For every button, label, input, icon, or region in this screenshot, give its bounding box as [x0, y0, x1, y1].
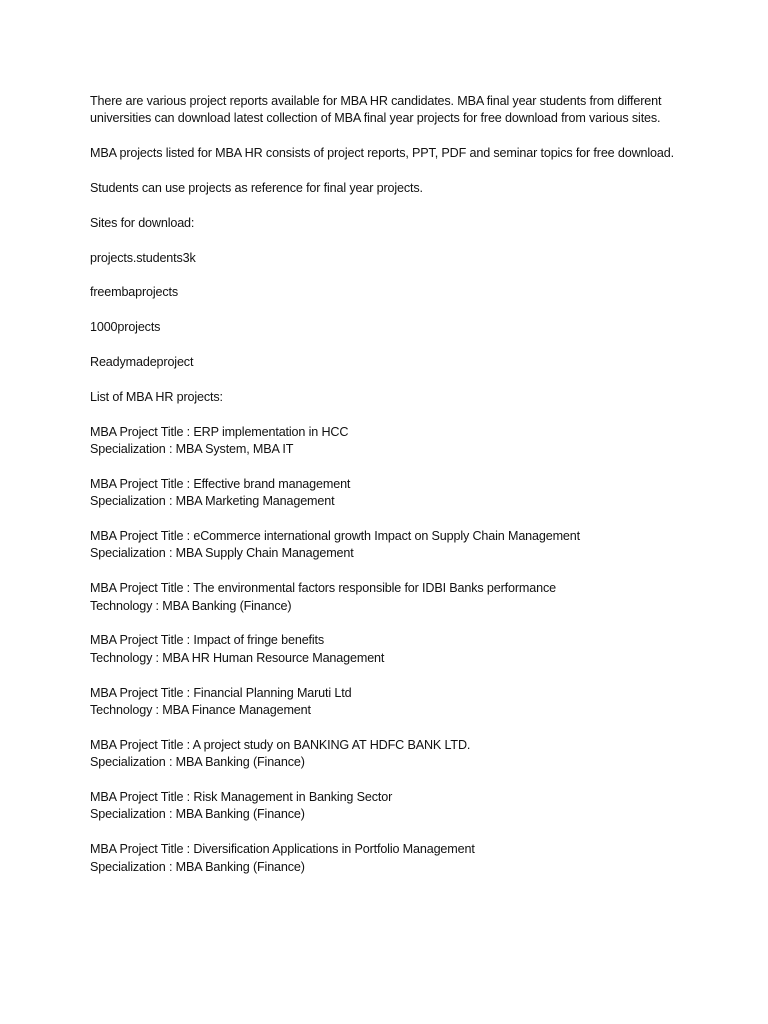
project-entry: [90, 737, 690, 772]
project-title: MBA Project Title : The environmental factors responsible for IDBI Banks performance: [90, 581, 556, 596]
project-entry: [90, 685, 690, 720]
project-detail: Technology : MBA Banking (Finance): [90, 598, 292, 613]
projects-list-heading: List of MBA HR projects:: [90, 389, 223, 404]
project-entry: [90, 580, 690, 615]
document-page: [90, 93, 690, 893]
site-item: projects.students3k: [90, 250, 196, 265]
project-entry: [90, 476, 690, 511]
project-entry: [90, 632, 690, 667]
site-item: freembaprojects: [90, 285, 179, 300]
intro-paragraph-3: Students can use projects as reference for final year projects.: [90, 181, 423, 195]
project-entry: [90, 528, 690, 563]
project-entry: [90, 424, 690, 459]
project-detail: Technology : MBA HR Human Resource Management: [90, 650, 385, 665]
project-detail: Specialization : MBA Banking (Finance): [90, 859, 305, 874]
project-detail: Specialization : MBA Banking (Finance): [90, 807, 305, 822]
project-title: MBA Project Title : Effective brand management: [90, 476, 351, 491]
project-title: MBA Project Title : ERP implementation in HCC: [90, 424, 349, 439]
project-entry: [90, 841, 690, 876]
project-title: MBA Project Title : Diversification Applications in Portfolio Management: [90, 842, 475, 857]
project-title: MBA Project Title : Financial Planning Maruti Ltd: [90, 685, 352, 700]
project-title: MBA Project Title : Risk Management in Banking Sector: [90, 790, 393, 804]
project-detail: Technology : MBA Finance Management: [90, 703, 311, 717]
sites-heading: Sites for download:: [90, 215, 195, 230]
project-title: MBA Project Title : Impact of fringe benefits: [90, 633, 325, 648]
project-title: MBA Project Title : A project study on BANKING AT HDFC BANK LTD.: [90, 737, 471, 752]
site-item: 1000projects: [90, 320, 161, 335]
project-title: MBA Project Title : eCommerce international growth Impact on Supply Chain Management: [90, 528, 580, 543]
project-entry: [90, 789, 690, 824]
site-item: Readymadeproject: [90, 354, 194, 369]
project-detail: Specialization : MBA Supply Chain Management: [90, 546, 354, 561]
project-detail: Specialization : MBA Marketing Management: [90, 494, 335, 509]
intro-paragraph-2: MBA projects listed for MBA HR consists of project reports, PPT, PDF and seminar topics for free download.: [90, 146, 674, 161]
project-detail: Specialization : MBA System, MBA IT: [90, 441, 294, 456]
intro-paragraph-1: There are various project reports available for MBA HR candidates. MBA final year students from different universities can download latest collection of MBA final year projects for free download from various sites.: [90, 94, 662, 126]
project-detail: Specialization : MBA Banking (Finance): [90, 755, 305, 770]
